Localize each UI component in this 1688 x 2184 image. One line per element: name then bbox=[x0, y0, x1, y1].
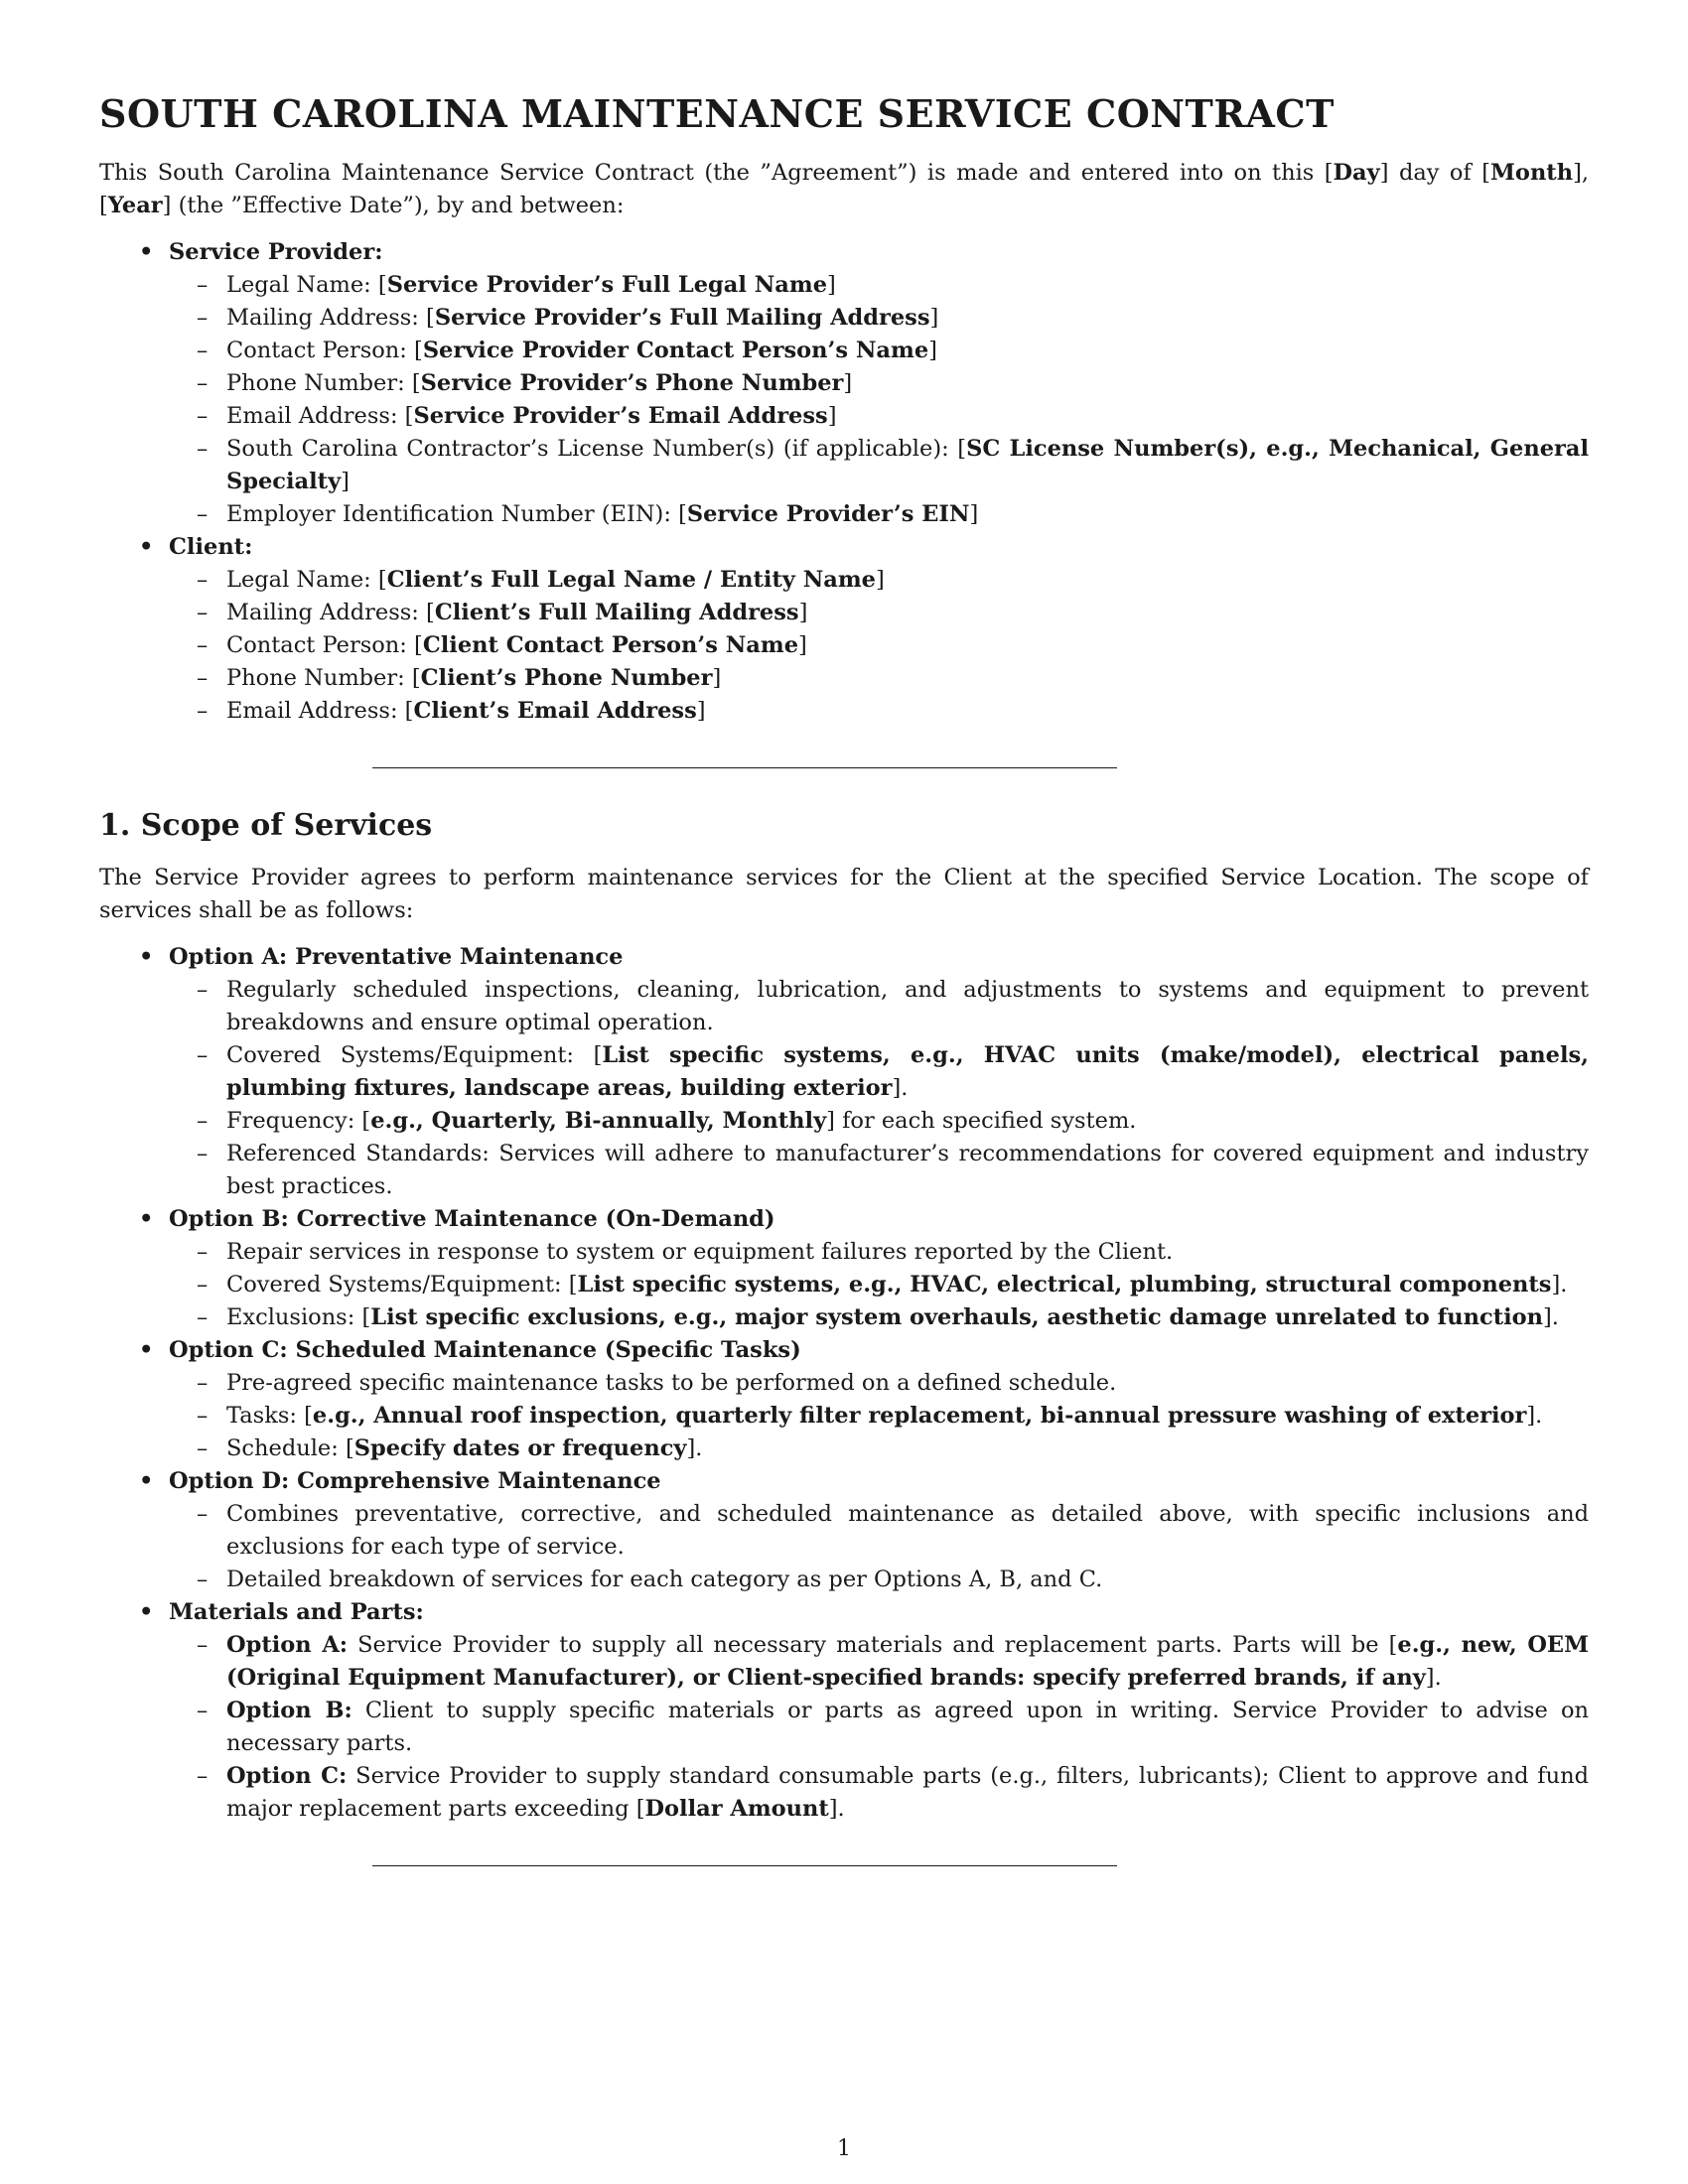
list-item: – South Carolina Contractor’s License Number(s) (if applicable): [SC License Number(s), e.g., Mechanical, General Specialty] bbox=[197, 433, 1589, 498]
parties-list bbox=[99, 236, 1589, 728]
list-item bbox=[197, 1269, 1589, 1301]
option-c-details bbox=[169, 1367, 1589, 1465]
option-heading: Option D: Comprehensive Maintenance bbox=[169, 1467, 661, 1494]
option-b-item bbox=[139, 1203, 1589, 1334]
field-end: ]. bbox=[828, 1795, 845, 1822]
option-text: Service Provider to supply standard consumable parts (e.g., filters, lubricants); Client to approve and fund major replacement parts exceeding [ bbox=[226, 1762, 1589, 1822]
field-label: Phone Number: bbox=[226, 369, 412, 396]
field-label: Tasks: [ bbox=[226, 1402, 313, 1429]
field-end: ]. bbox=[686, 1434, 703, 1461]
section-divider bbox=[372, 767, 1117, 768]
field-placeholder: e.g., new, OEM (Original Equipment Manufacturer), or Client-specified brands: specify preferred brands, if any bbox=[226, 1631, 1589, 1691]
field-end: ]. bbox=[1551, 1271, 1568, 1297]
page-number: 1 bbox=[837, 2136, 851, 2161]
field-placeholder: List specific systems, e.g., HVAC units (make/model), electrical panels, plumbing fixtures, landscape areas, building exterior bbox=[226, 1041, 1589, 1101]
field-label: Mailing Address: bbox=[226, 599, 427, 625]
list-item bbox=[197, 1039, 1589, 1105]
list-item: – Referenced Standards: Services will adhere to manufacturer’s recommendations for covered equipment and industry best practices. bbox=[197, 1138, 1589, 1203]
field-placeholder: Client’s Phone Number bbox=[420, 664, 713, 691]
field-label: Covered Systems/Equipment: [ bbox=[226, 1041, 603, 1068]
materials-details bbox=[169, 1629, 1589, 1826]
list-item bbox=[197, 1400, 1589, 1433]
list-item: – Contact Person: [Service Provider Contact Person’s Name] bbox=[197, 335, 1589, 367]
day-placeholder: Day bbox=[1333, 159, 1380, 186]
field-placeholder: Service Provider’s EIN bbox=[686, 500, 970, 527]
field-label: Contact Person: bbox=[226, 631, 415, 658]
option-b-details bbox=[169, 1236, 1589, 1334]
field-placeholder: Service Provider’s Full Mailing Address bbox=[434, 304, 930, 331]
section-1-intro: The Service Provider agrees to perform maintenance services for the Client at the specified Service Location. The scope of services shall be as follows: bbox=[99, 864, 1589, 923]
field-placeholder: e.g., Quarterly, Bi-annually, Monthly bbox=[370, 1107, 827, 1134]
option-c-item bbox=[139, 1334, 1589, 1465]
client-heading: Client: bbox=[169, 533, 253, 560]
field-placeholder: Service Provider’s Phone Number bbox=[420, 369, 844, 396]
scope-options-list bbox=[99, 941, 1589, 1826]
option-heading: Materials and Parts: bbox=[169, 1598, 424, 1625]
field-label: Legal Name: bbox=[226, 271, 378, 298]
contract-page bbox=[99, 79, 1589, 1866]
list-item: – Pre-agreed specific maintenance tasks to be performed on a defined schedule. bbox=[197, 1367, 1589, 1400]
field-label: Covered Systems/Equipment: [ bbox=[226, 1271, 578, 1297]
option-label: Option C: bbox=[226, 1762, 348, 1789]
list-item: – Regularly scheduled inspections, cleaning, lubrication, and adjustments to systems and equipment to prevent breakdowns and ensure optimal operation. bbox=[197, 974, 1589, 1039]
field-placeholder: e.g., Annual roof inspection, quarterly filter replacement, bi-annual pressure washing of exterior bbox=[312, 1402, 1527, 1429]
list-item: – Mailing Address: [Service Provider’s Full Mailing Address] bbox=[197, 302, 1589, 335]
list-item: – Contact Person: [Client Contact Person’s Name] bbox=[197, 629, 1589, 662]
section-1-heading: 1. Scope of Services bbox=[99, 807, 433, 843]
list-item bbox=[197, 1301, 1589, 1334]
list-item bbox=[197, 1629, 1589, 1695]
field-placeholder: Specify dates or frequency bbox=[353, 1434, 687, 1461]
list-item bbox=[197, 1105, 1589, 1138]
field-label: Legal Name: bbox=[226, 566, 378, 593]
field-placeholder: Service Provider’s Full Legal Name bbox=[386, 271, 828, 298]
field-placeholder: List specific exclusions, e.g., major system overhauls, aesthetic damage unrelated to function bbox=[370, 1303, 1544, 1330]
field-label: Employer Identification Number (EIN): bbox=[226, 500, 679, 527]
option-heading: Option C: Scheduled Maintenance (Specific Tasks) bbox=[169, 1336, 801, 1363]
option-a-item bbox=[139, 941, 1589, 1203]
field-placeholder: Service Provider Contact Person’s Name bbox=[422, 337, 929, 363]
option-a-details bbox=[169, 974, 1589, 1203]
field-placeholder: Client’s Full Legal Name / Entity Name bbox=[386, 566, 876, 593]
option-d-details bbox=[169, 1498, 1589, 1596]
list-item: – Email Address: [Client’s Email Address] bbox=[197, 695, 1589, 728]
field-placeholder: Client’s Email Address bbox=[413, 697, 697, 724]
service-provider-heading: Service Provider: bbox=[169, 238, 383, 265]
service-provider-item bbox=[139, 236, 1589, 531]
option-heading: Option B: Corrective Maintenance (On-Demand) bbox=[169, 1205, 775, 1232]
field-placeholder: Service Provider’s Email Address bbox=[413, 402, 828, 429]
list-item: – Employer Identification Number (EIN): [Service Provider’s EIN] bbox=[197, 498, 1589, 531]
option-text: Service Provider to supply all necessary materials and replacement parts. Parts will be [ bbox=[348, 1631, 1398, 1658]
list-item bbox=[197, 1695, 1589, 1760]
option-label: Option A: bbox=[226, 1631, 349, 1658]
intro-text: ] (the ”Effective Date”), by and between: bbox=[162, 192, 625, 218]
field-label: Email Address: bbox=[226, 697, 405, 724]
field-placeholder: Client’s Full Mailing Address bbox=[434, 599, 799, 625]
list-item: – Legal Name: [Service Provider’s Full Legal Name] bbox=[197, 269, 1589, 302]
list-item: – Phone Number: [Client’s Phone Number] bbox=[197, 662, 1589, 695]
option-d-item bbox=[139, 1465, 1589, 1596]
option-label: Option B: bbox=[226, 1697, 352, 1723]
field-placeholder: List specific systems, e.g., HVAC, electrical, plumbing, structural components bbox=[577, 1271, 1552, 1297]
materials-item bbox=[139, 1596, 1589, 1826]
option-heading: Option A: Preventative Maintenance bbox=[169, 943, 624, 970]
list-item bbox=[197, 1760, 1589, 1826]
client-details bbox=[169, 564, 1589, 728]
option-text: Client to supply specific materials or parts as agreed upon in writing. Service Provider to advise on necessary parts. bbox=[226, 1697, 1589, 1756]
field-label: Email Address: bbox=[226, 402, 405, 429]
month-placeholder: Month bbox=[1490, 159, 1574, 186]
field-label: Contact Person: bbox=[226, 337, 415, 363]
list-item: – Detailed breakdown of services for each category as per Options A, B, and C. bbox=[197, 1564, 1589, 1596]
field-label: Schedule: [ bbox=[226, 1434, 354, 1461]
list-item: – Email Address: [Service Provider’s Email Address] bbox=[197, 400, 1589, 433]
service-provider-details bbox=[169, 269, 1589, 531]
year-placeholder: Year bbox=[107, 192, 163, 218]
field-end: ]. bbox=[1425, 1664, 1442, 1691]
field-end: ] for each specified system. bbox=[826, 1107, 1137, 1134]
section-divider bbox=[372, 1865, 1117, 1866]
field-placeholder: Dollar Amount bbox=[644, 1795, 829, 1822]
field-placeholder: Client Contact Person’s Name bbox=[422, 631, 799, 658]
list-item bbox=[197, 1433, 1589, 1465]
list-item: – Mailing Address: [Client’s Full Mailing Address] bbox=[197, 597, 1589, 629]
field-label: Mailing Address: bbox=[226, 304, 427, 331]
intro-text: This South Carolina Maintenance Service Contract (the ”Agreement”) is made and entered into on this [ bbox=[99, 159, 1334, 186]
field-end: ]. bbox=[1543, 1303, 1559, 1330]
field-label: Exclusions: [ bbox=[226, 1303, 371, 1330]
intro-text: ] day of [ bbox=[1379, 159, 1491, 186]
field-label: Frequency: [ bbox=[226, 1107, 371, 1134]
document-title: SOUTH CAROLINA MAINTENANCE SERVICE CONTRACT bbox=[99, 91, 1335, 136]
field-end: ]. bbox=[892, 1074, 909, 1101]
field-label: South Carolina Contractor’s License Number(s) (if applicable): bbox=[226, 435, 958, 462]
list-item: – Repair services in response to system or equipment failures reported by the Client. bbox=[197, 1236, 1589, 1269]
list-item: – Phone Number: [Service Provider’s Phone Number] bbox=[197, 367, 1589, 400]
field-end: ]. bbox=[1526, 1402, 1543, 1429]
intro-text: ], [ bbox=[99, 159, 1589, 218]
field-placeholder: SC License Number(s), e.g., Mechanical, General Specialty bbox=[226, 435, 1589, 494]
intro-paragraph bbox=[99, 157, 1589, 222]
list-item: – Combines preventative, corrective, and scheduled maintenance as detailed above, with specific inclusions and exclusions for each type of service. bbox=[197, 1498, 1589, 1564]
field-label: Phone Number: bbox=[226, 664, 412, 691]
client-item bbox=[139, 531, 1589, 728]
list-item: – Legal Name: [Client’s Full Legal Name / Entity Name] bbox=[197, 564, 1589, 597]
